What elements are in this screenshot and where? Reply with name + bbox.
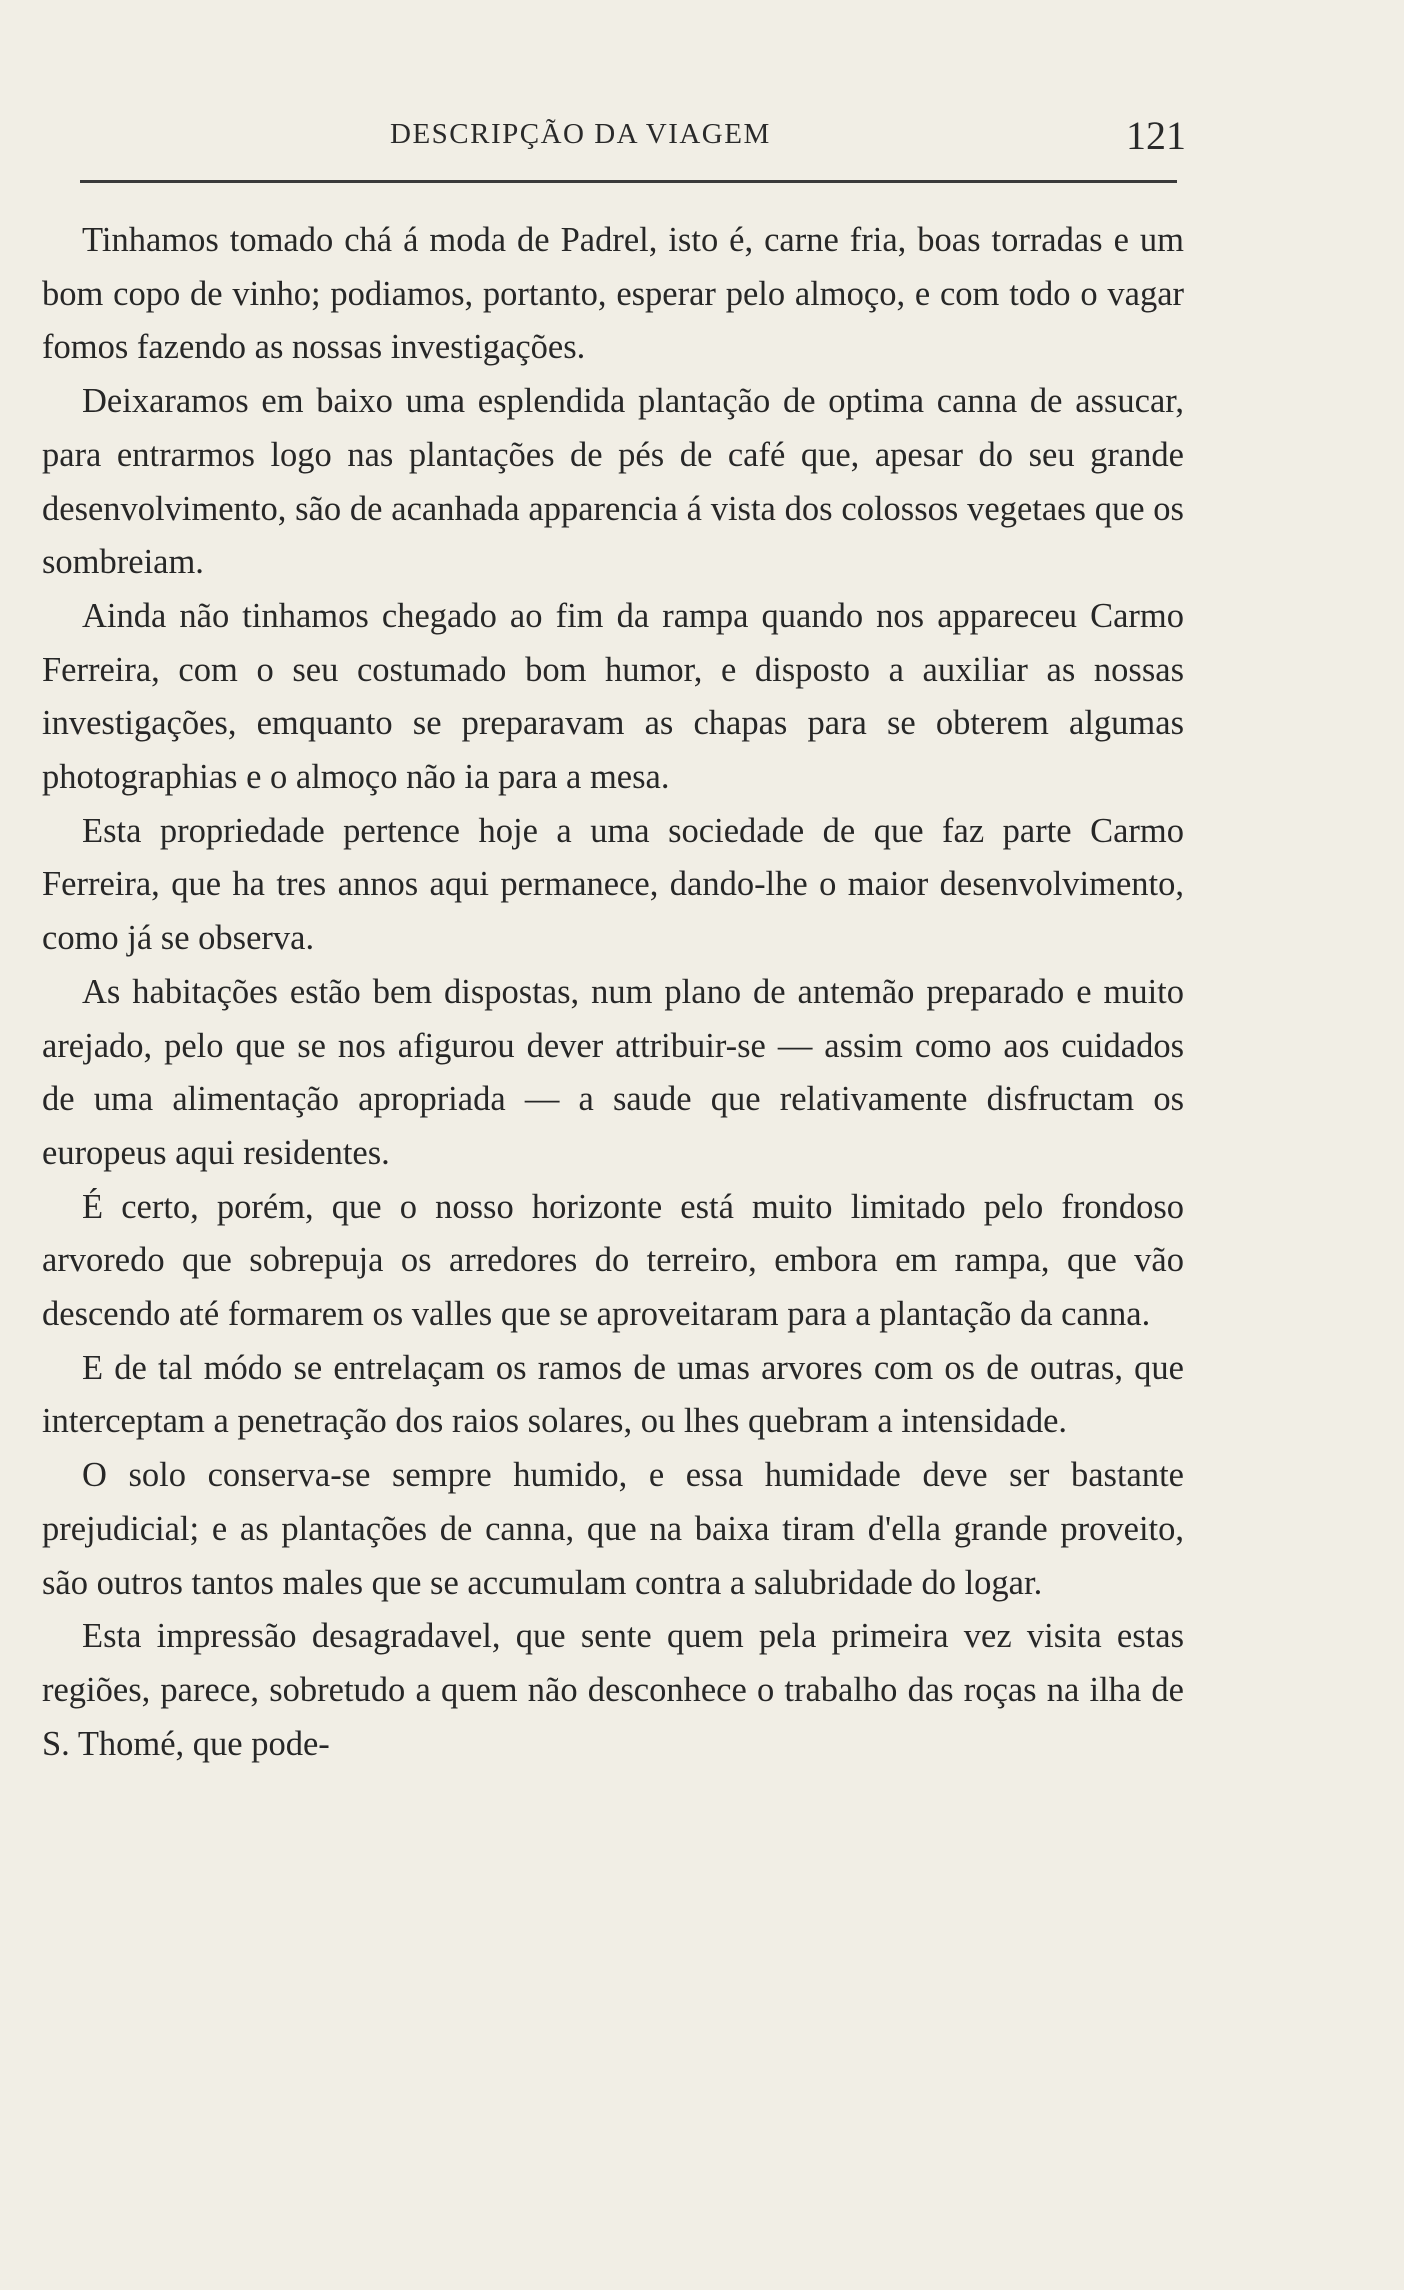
paragraph: Esta impressão desagradavel, que sente quem pela primeira vez visita estas regiões, parece, sobretudo a quem não desconhece o trabalho das roças na ilha de S. Thomé, que pode- [42, 1617, 1184, 1763]
running-head [0, 112, 1404, 162]
paragraph: Deixaramos em baixo uma esplendida plantação de optima canna de assucar, para entrarmos logo nas plantações de pés de café que, apesar do seu grande desenvolvimento, são de acanhada apparencia á vista dos colossos vegetaes que os sombreiam. [42, 382, 1184, 582]
paragraph: Ainda não tinhamos chegado ao fim da rampa quando nos appareceu Carmo Ferreira, com o seu costumado bom humor, e disposto a auxiliar as nossas investigações, emquanto se preparavam as chapas para se obterem algumas photographias e o almoço não ia para a mesa. [42, 596, 1184, 797]
header-rule [80, 180, 1177, 183]
paragraph: Esta propriedade pertence hoje a uma sociedade de que faz parte Carmo Ferreira, que ha tres annos aqui permanece, dando-lhe o maior desenvolvimento, como já se observa. [42, 811, 1184, 958]
paragraph: É certo, porém, que o nosso horizonte está muito limitado pelo frondoso arvoredo que sobrepuja os arredores do terreiro, embora em rampa, que vão descendo até formarem os valles que se aproveitaram para a plantação da canna. [42, 1187, 1184, 1334]
paragraph: Tinhamos tomado chá á moda de Padrel, isto é, carne fria, boas torradas e um bom copo de vinho; podiamos, portanto, esperar pelo almoço, e com todo o vagar fomos fazendo as nossas investigações. [42, 221, 1184, 367]
page-number: 121 [1126, 113, 1186, 158]
running-title: DESCRIPÇÃO DA VIAGEM [390, 118, 771, 150]
body-text [42, 214, 1184, 1771]
paragraph: As habitações estão bem dispostas, num plano de antemão preparado e muito arejado, pelo que se nos afigurou dever attribuir-se — assim como aos cuidados de uma alimentação apropriada — a saude que relativamente disfructam os europeus aqui residentes. [42, 972, 1184, 1172]
paragraph: O solo conserva-se sempre humido, e essa humidade deve ser bastante prejudicial; e as plantações de canna, que na baixa tiram d'ella grande proveito, são outros tantos males que se accumulam contra a salubridade do logar. [42, 1456, 1184, 1602]
paragraph: E de tal módo se entrelaçam os ramos de umas arvores com os de outras, que interceptam a penetração dos raios solares, ou lhes quebram a intensidade. [42, 1348, 1184, 1441]
